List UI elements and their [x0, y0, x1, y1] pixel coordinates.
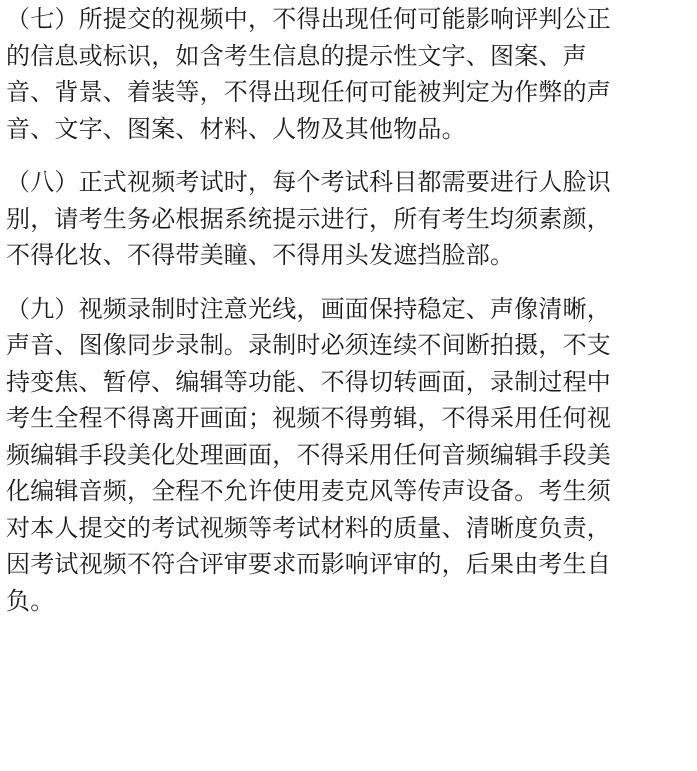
text-line: 声音、图像同步录制。录制时必须连续不间断拍摄，不支: [6, 331, 611, 359]
text-line: （八）正式视频考试时，每个考试科目都需要进行人脸识: [6, 168, 611, 196]
text-line: 的信息或标识，如含考生信息的提示性文字、图案、声: [6, 41, 587, 70]
text-line: 考生全程不得离开画面；视频不得剪辑，不得采用任何视: [6, 404, 611, 432]
text-line: 负。: [6, 586, 55, 615]
text-line: 因考试视频不符合评审要求而影响评审的，后果由考生自: [6, 550, 611, 578]
text-line: （九）视频录制时注意光线，画面保持稳定、声像清晰，: [6, 294, 611, 323]
text-line: 对本人提交的考试视频等考试材料的质量、清晰度负责，: [6, 513, 611, 542]
text-line: 音、背景、着装等，不得出现任何可能被判定为作弊的声: [6, 78, 611, 106]
text-line: 频编辑手段美化处理画面，不得采用任何音频编辑手段美: [6, 440, 611, 469]
text-line: 化编辑音频，全程不允许使用麦克风等传声设备。考生须: [6, 477, 611, 505]
paragraph-7: [6, 1, 694, 147]
paragraph-9: [6, 291, 694, 620]
text-line: （七）所提交的视频中，不得出现任何可能影响评判公正: [6, 5, 611, 33]
document-body: [6, 1, 694, 636]
text-line: 别，请考生务必根据系统提示进行，所有考生均须素颜，: [6, 204, 611, 233]
text-line: 不得化妆、不得带美瞳、不得用头发遮挡脸部。: [6, 241, 515, 269]
text-line: 持变焦、暂停、编辑等功能、不得切转画面，录制过程中: [6, 367, 611, 396]
text-line: 音、文字、图案、材料、人物及其他物品。: [6, 114, 466, 143]
paragraph-8: [6, 164, 694, 274]
